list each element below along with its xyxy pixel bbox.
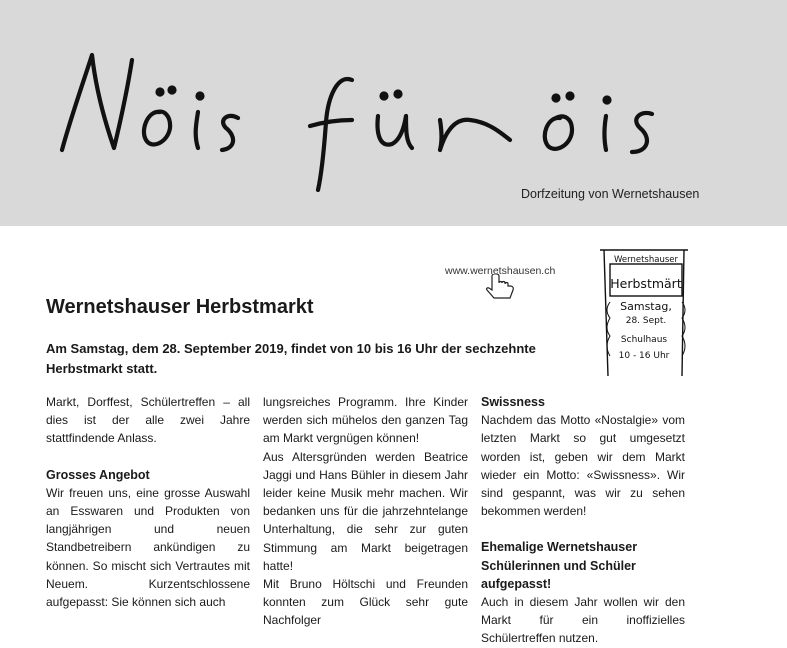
poster-line1: Wernetshauser [614,255,678,265]
article-title: Wernetshauser Herbstmarkt [46,296,314,318]
col3-heading-1: Swissness [481,395,545,409]
website-link[interactable]: www.wernetshausen.ch [445,265,556,277]
article-column-3 [481,393,685,648]
poster-line3: Samstag, [620,300,672,313]
col1-body: Wir freuen uns, eine grosse Auswahl an Esswaren und Produkten von langjährigen und neuen Standbetreibern ankündigen zu können. So mischt sich Vertrautes mit Neuem. Kurzentschlossene aufgepasst: Sie können sich auch [46,485,250,610]
masthead [0,0,787,226]
hand-cursor-icon [486,274,520,302]
poster-line2: Herbstmärt [610,276,682,291]
poster-line5: Schulhaus [620,335,668,345]
col2-paragraph-1: lungsreiches Programm. Ihre Kinder werden sich mühelos den ganzen Tag am Markt vergnügen können! [263,395,468,446]
masthead-subtitle: Dorfzeitung von Wernetshausen [521,187,700,201]
poster-line6: 10 - 16 Uhr [618,351,670,361]
poster-line4: 28. Sept. [625,316,667,326]
col3-paragraph-2: Auch in diesem Jahr wollen wir den Markt für ein inoffizielles Schülertreffen nutzen. [481,595,685,646]
col1-intro: Markt, Dorffest, Schülertreffen – all dies ist der alle zwei Jahre stattfindende Anlass. [46,395,250,446]
article-lead: Am Samstag, dem 28. September 2019, findet von 10 bis 16 Uhr der sechzehnte Herbstmarkt statt. [46,341,536,376]
col2-paragraph-3: Mit Bruno Höltschi und Freunden konnten zum Glück sehr gute Nachfolger [263,577,468,628]
herbstmarkt-poster [596,246,696,382]
col2-paragraph-2: Aus Altersgründen werden Beatrice Jaggi und Hans Bühler in diesem Jahr leider keine Musik mehr machen. Wir bedanken uns für die jahrzehntelange Unterhaltung, die sehr zur guten Stimmung am Markt beigetragen hatte! [263,449,468,573]
col1-heading: Grosses Angebot [46,467,150,482]
article-column-1 [46,393,250,611]
article-column-2 [263,393,468,630]
col3-heading-2: Ehemalige Wernetshauser Schülerinnen und Schüler aufgepasst! [481,540,638,591]
col3-paragraph-1: Nachdem das Motto «Nostalgie» vom letzten Markt so gut umgesetzt worden ist, geben wir dem Markt wieder ein Motto: «Swissness». Wir sind gespannt, was wir zu sehen bekommen werden! [481,413,685,519]
